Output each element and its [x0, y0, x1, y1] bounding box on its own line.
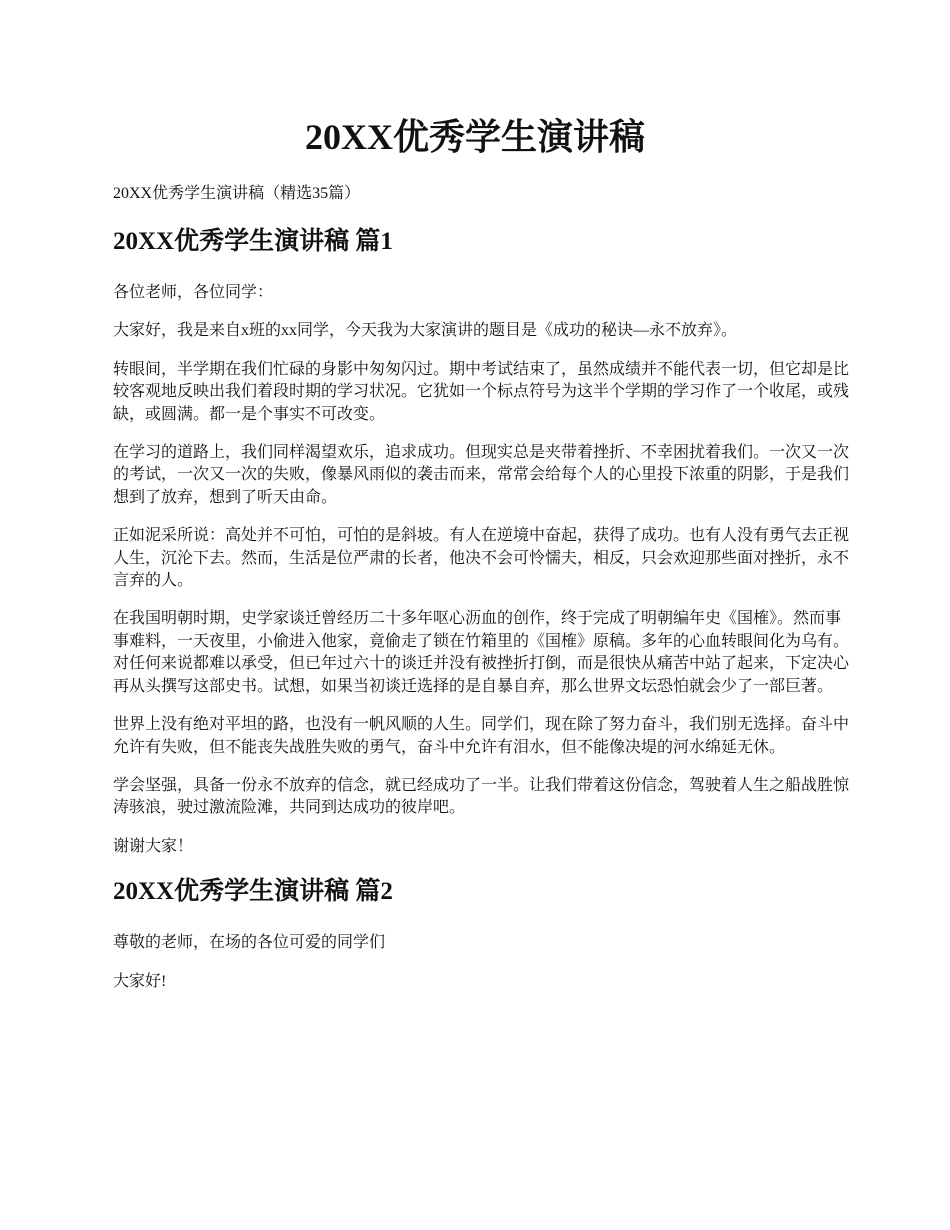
paragraph-greeting: 各位老师，各位同学： — [113, 284, 274, 301]
paragraph: 正如泥采所说：高处并不可怕，可怕的是斜坡。有人在逆境中奋起，获得了成功。也有人没有勇气去正视人生，沉沦下去。然而，生活是位严肃的长者，他决不会可怜懦夫，相反，只会欢迎那些面对挫折，永不言弃的人。 — [113, 527, 850, 590]
paragraph: 在我国明朝时期，史学家谈迁曾经历二十多年呕心沥血的创作，终于完成了明朝编年史《国榷》。然而事事难料，一天夜里，小偷进入他家，竟偷走了锁在竹箱里的《国榷》原稿。多年的心血转眼间化为乌有。对任何来说都难以承受，但已年过六十的谈迁并没有被挫折打倒，而是很快从痛苦中站了起来，下定决心再从头撰写这部史书。试想，如果当初谈迁选择的是自暴自弃，那么世界文坛恐怕就会少了一部巨著。 — [113, 610, 850, 695]
document-body — [113, 182, 853, 1009]
paragraph-closing: 谢谢大家！ — [113, 837, 194, 855]
document-subtitle: 20XX优秀学生演讲稿（精选35篇） — [113, 185, 361, 202]
paragraph-intro: 大家好，我是来自x班的xx同学，今天我为大家演讲的题目是《成功的秘诀—永不放弃》。 — [113, 322, 738, 340]
section-heading-1: 20XX优秀学生演讲稿 篇1 — [113, 228, 393, 255]
document-title: 20XX优秀学生演讲稿 — [305, 117, 645, 157]
paragraph: 世界上没有绝对平坦的路，也没有一帆风顺的人生。同学们，现在除了努力奋斗，我们别无选择。奋斗中允许有失败，但不能丧失战胜失败的勇气，奋斗中允许有泪水，但不能像决堤的河水绵延无休。 — [113, 716, 850, 756]
paragraph: 学会坚强，具备一份永不放弃的信念，就已经成功了一半。让我们带着这份信念，驾驶着人生之船战胜惊涛骇浪，驶过激流险滩，共同到达成功的彼岸吧。 — [113, 776, 850, 817]
paragraph: 转眼间，半学期在我们忙碌的身影中匆匆闪过。期中考试结束了，虽然成绩并不能代表一切，但它却是比较客观地反映出我们着段时期的学习状况。它犹如一个标点符号为这半个学期的学习作了一个收尾，或残缺，或圆满。都一是个事实不可改变。 — [113, 360, 850, 423]
paragraph: 大家好! — [113, 972, 167, 990]
paragraph-greeting: 尊敬的老师，在场的各位可爱的同学们 — [113, 934, 386, 952]
section-heading-2: 20XX优秀学生演讲稿 篇2 — [113, 878, 393, 906]
paragraph: 在学习的道路上，我们同样渴望欢乐，追求成功。但现实总是夹带着挫折、不幸困扰着我们。一次又一次的考试，一次又一次的失败，像暴风雨似的袭击而来，常常会给每个人的心里投下浓重的阴影，于是我们想到了放弃，想到了听天由命。 — [113, 444, 850, 506]
